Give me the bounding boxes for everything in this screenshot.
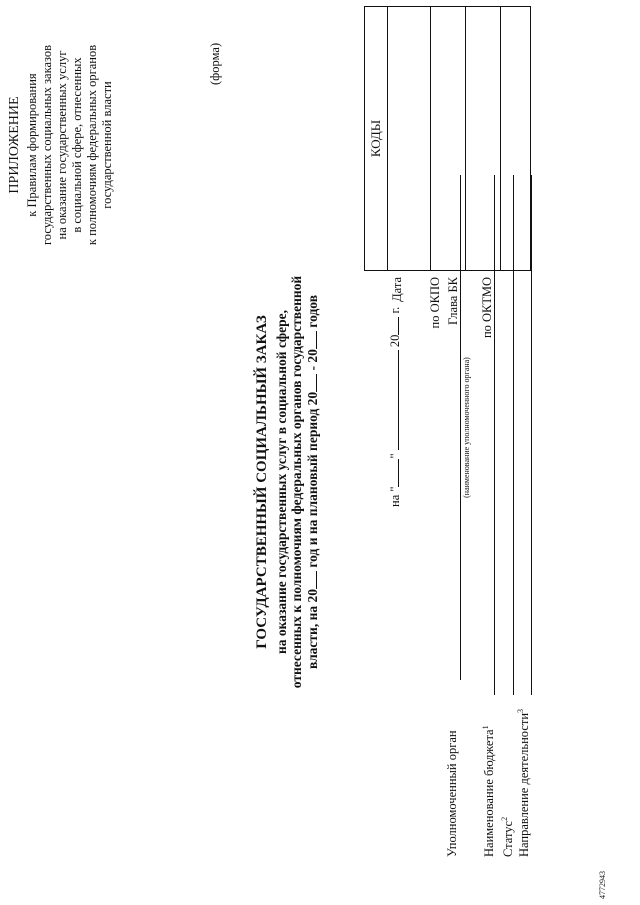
budget-text: Наименование бюджета — [482, 729, 497, 857]
title-line: на оказание государственных услуг в социальной сфере, — [274, 310, 289, 654]
appendix-line: в социальной сфере, отнесенных — [70, 57, 84, 233]
footnote-mark: 3 — [516, 708, 525, 713]
footnote-mark: 2 — [500, 816, 509, 821]
budget-line[interactable] — [494, 175, 495, 695]
appendix-line: к Правилам формирования — [25, 73, 39, 217]
title-period-c: - 20 — [305, 349, 320, 371]
appendix-line: государственной власти — [100, 81, 114, 209]
form-label: (форма) — [208, 42, 222, 85]
title-period-line — [304, 257, 320, 707]
direction-text: Направление деятельности — [517, 712, 532, 857]
codes-table — [364, 6, 531, 271]
status-text: Статус — [501, 820, 516, 857]
direction-line[interactable] — [531, 175, 532, 695]
year-blank[interactable] — [304, 374, 317, 392]
footnote-mark: 1 — [481, 725, 490, 730]
appendix-line: к полномочиям федеральных органов — [85, 44, 99, 246]
codes-cell-okpo[interactable] — [430, 7, 431, 270]
date-quote: " — [388, 453, 402, 459]
appendix-heading: ПРИЛОЖЕНИЕ — [7, 96, 22, 194]
code-label-oktmo: по ОКТМО — [480, 277, 494, 339]
year-blank[interactable] — [304, 331, 317, 349]
title-period-a: власти, на 20 — [305, 589, 320, 670]
appendix-line: государственных социальных заказов — [40, 44, 54, 246]
title-period-d: годов — [305, 294, 320, 328]
year-prefix: 20 — [388, 334, 402, 348]
authority-hint: (наименование уполномоченного органа) — [462, 357, 471, 498]
appendix-line: на оказание государственных услуг — [55, 50, 69, 240]
document-title: ГОСУДАРСТВЕННЫЙ СОЦИАЛЬНЫЙ ЗАКАЗ — [254, 315, 270, 649]
code-label-okpo: по ОКПО — [428, 277, 442, 329]
codes-cell-oktmo[interactable] — [500, 7, 501, 270]
code-label-date: Дата — [390, 277, 404, 302]
title-period-b: год и на плановый период 20 — [305, 391, 320, 568]
title-block — [252, 257, 320, 707]
date-prefix: на " — [388, 486, 402, 507]
day-blank[interactable] — [386, 459, 399, 487]
status-label — [500, 817, 516, 857]
year-blank[interactable] — [304, 571, 317, 589]
appendix-block — [6, 10, 115, 280]
title-line: отнесенных к полномочиям федеральных органов государственной — [289, 275, 304, 689]
code-label-bk: Глава БК — [446, 277, 460, 325]
authority-line[interactable] — [460, 175, 461, 680]
codes-cell-date[interactable] — [387, 7, 388, 270]
codes-header: КОДЫ — [365, 7, 388, 270]
authority-label: Уполномоченный орган — [445, 730, 459, 857]
direction-label — [516, 709, 532, 857]
document-number: 4772943 — [598, 871, 607, 899]
date-suffix: г. — [388, 306, 402, 314]
status-line[interactable] — [513, 175, 514, 695]
budget-label — [481, 725, 497, 857]
